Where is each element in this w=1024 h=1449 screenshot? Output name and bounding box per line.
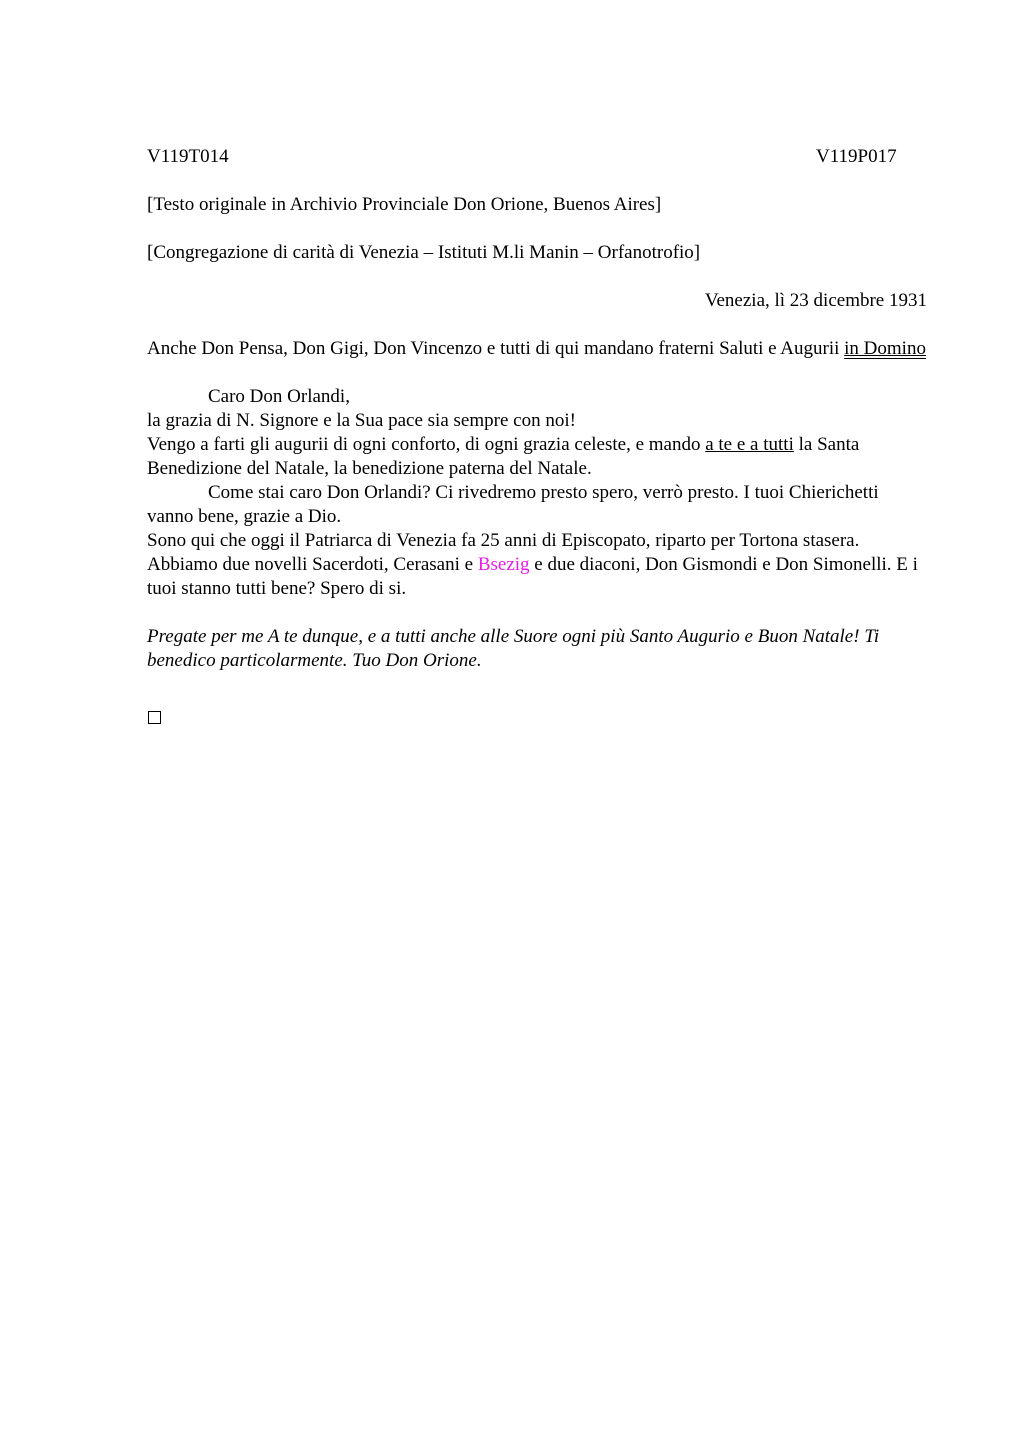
postscript-underlined: in Domino (844, 338, 926, 359)
checkbox-icon (148, 711, 161, 724)
body-paragraph-2 (147, 433, 927, 481)
document-page (147, 145, 927, 724)
letter-body (147, 385, 927, 601)
postscript-text: Anche Don Pensa, Don Gigi, Don Vincenzo e tutti di qui mandano fraterni Saluti e Augurii (147, 338, 845, 359)
body-p5-end: e due diaconi, Don Gismondi e Don Simonelli. E i tuoi stanno tutti bene? Spero di si. (147, 554, 918, 599)
body-p5-highlight: Bsezig (477, 554, 530, 575)
document-code-right: V119P017 (816, 146, 897, 167)
salutation: Caro Don Orlandi, (208, 386, 350, 407)
document-codes (147, 145, 927, 169)
body-p2-start: Vengo a farti gli augurii di ogni conforto, di ogni grazia celeste, e mando (147, 434, 706, 455)
document-code-left: V119T014 (147, 146, 229, 167)
body-p2-end: la Santa Benedizione del Natale, la benedizione paterna del Natale. (147, 434, 860, 479)
body-paragraph-4: Sono qui che oggi il Patriarca di Venezia fa 25 anni di Episcopato, riparto per Tortona stasera. (147, 530, 860, 551)
body-line-1: la grazia di N. Signore e la Sua pace sia sempre con noi! (147, 410, 576, 431)
closing: Pregate per me A te dunque, e a tutti anche alle Suore ogni più Santo Augurio e Buon Natale! Ti benedico particolarmente. Tuo Don Orione. (147, 626, 880, 671)
body-paragraph-5 (147, 553, 927, 601)
body-p2-underlined: a te e a tutti (705, 434, 794, 455)
letterhead-note: [Congregazione di carità di Venezia – Istituti M.li Manin – Orfanotrofio] (147, 242, 701, 263)
body-p5-start: Abbiamo due novelli Sacerdoti, Cerasani e (147, 554, 478, 575)
place-date: Venezia, lì 23 dicembre 1931 (704, 290, 927, 311)
source-note: [Testo originale in Archivio Provinciale Don Orione, Buenos Aires] (147, 194, 662, 215)
postscript (147, 337, 927, 361)
body-paragraph-3: Come stai caro Don Orlandi? Ci rivedremo presto spero, verrò presto. I tuoi Chierichetti vanno bene, grazie a Dio. (147, 482, 879, 527)
